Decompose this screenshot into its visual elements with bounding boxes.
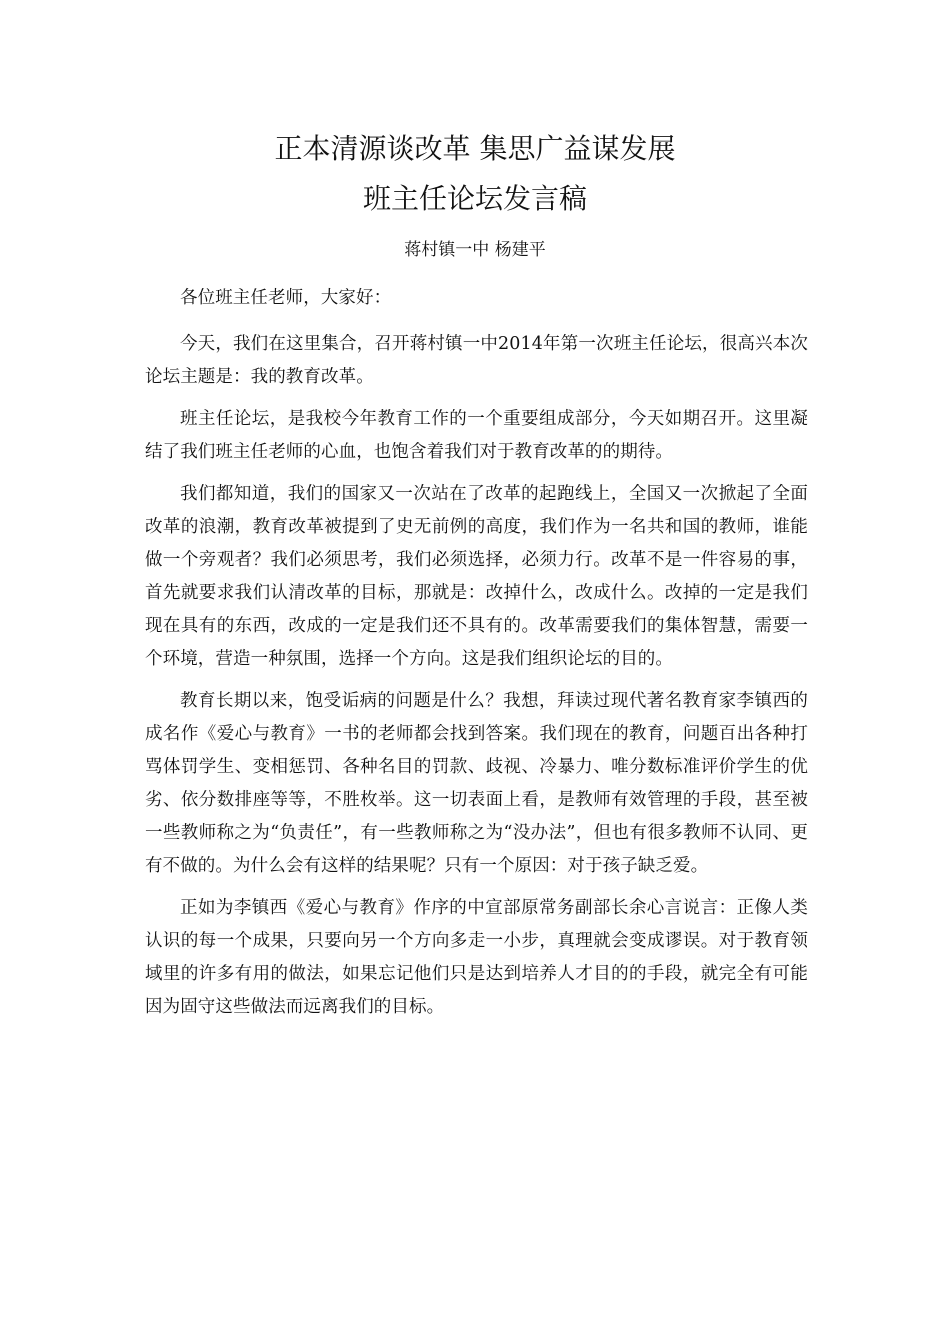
body-paragraph: 今天，我们在这里集合，召开蒋村镇一中2014年第一次班主任论坛，很高兴本次论坛主题是：我的教育改革。 [145,334,808,387]
document-title: 正本清源谈改革 集思广益谋发展 [274,132,676,165]
body-paragraph: 正如为李镇西《爱心与教育》作序的中宣部原常务副部长余心言说言：正像人类认识的每一个成果，只要向另一个方向多走一小步，真理就会变成谬误。对于教育领域里的许多有用的做法，如果忘记他们只是达到培养人才目的的手段，就完全有可能因为固守这些做法而远离我们的目标。 [145,898,808,1017]
greeting-paragraph: 各位班主任老师，大家好： [180,288,392,308]
document-subtitle: 班主任论坛发言稿 [362,182,587,215]
body-paragraph: 班主任论坛，是我校今年教育工作的一个重要组成部分，今天如期召开。这里凝结了我们班主任老师的心血，也饱含着我们对于教育改革的的期待。 [145,409,808,462]
body-paragraph: 教育长期以来，饱受诟病的问题是什么？我想，拜读过现代著名教育家李镇西的成名作《爱心与教育》一书的老师都会找到答案。我们现在的教育，问题百出各种打骂体罚学生、变相惩罚、各种名目的罚款、歧视、冷暴力、唯分数标准评价学生的优劣、依分数排座等等，不胜枚举。这一切表面上看，是教师有效管理的手段，甚至被一些教师称之为“负责任”，有一些教师称之为“没办法”，但也有很多教师不认同、更有不做的。为什么会有这样的结果呢？只有一个原因：对于孩子缺乏爱。 [145,691,808,876]
document-body [145,282,808,1033]
body-paragraph: 我们都知道，我们的国家又一次站在了改革的起跑线上，全国又一次掀起了全面改革的浪潮，教育改革被提到了史无前例的高度，我们作为一名共和国的教师，谁能做一个旁观者？我们必须思考，我们必须选择，必须力行。改革不是一件容易的事，首先就要求我们认清改革的目标，那就是：改掉什么，改成什么。改掉的一定是我们现在具有的东西，改成的一定是我们还不具有的。改革需要我们的集体智慧，需要一个环境，营造一种氛围，选择一个方向。这是我们组织论坛的目的。 [145,484,808,669]
document-author: 蒋村镇一中 杨建平 [404,240,546,260]
